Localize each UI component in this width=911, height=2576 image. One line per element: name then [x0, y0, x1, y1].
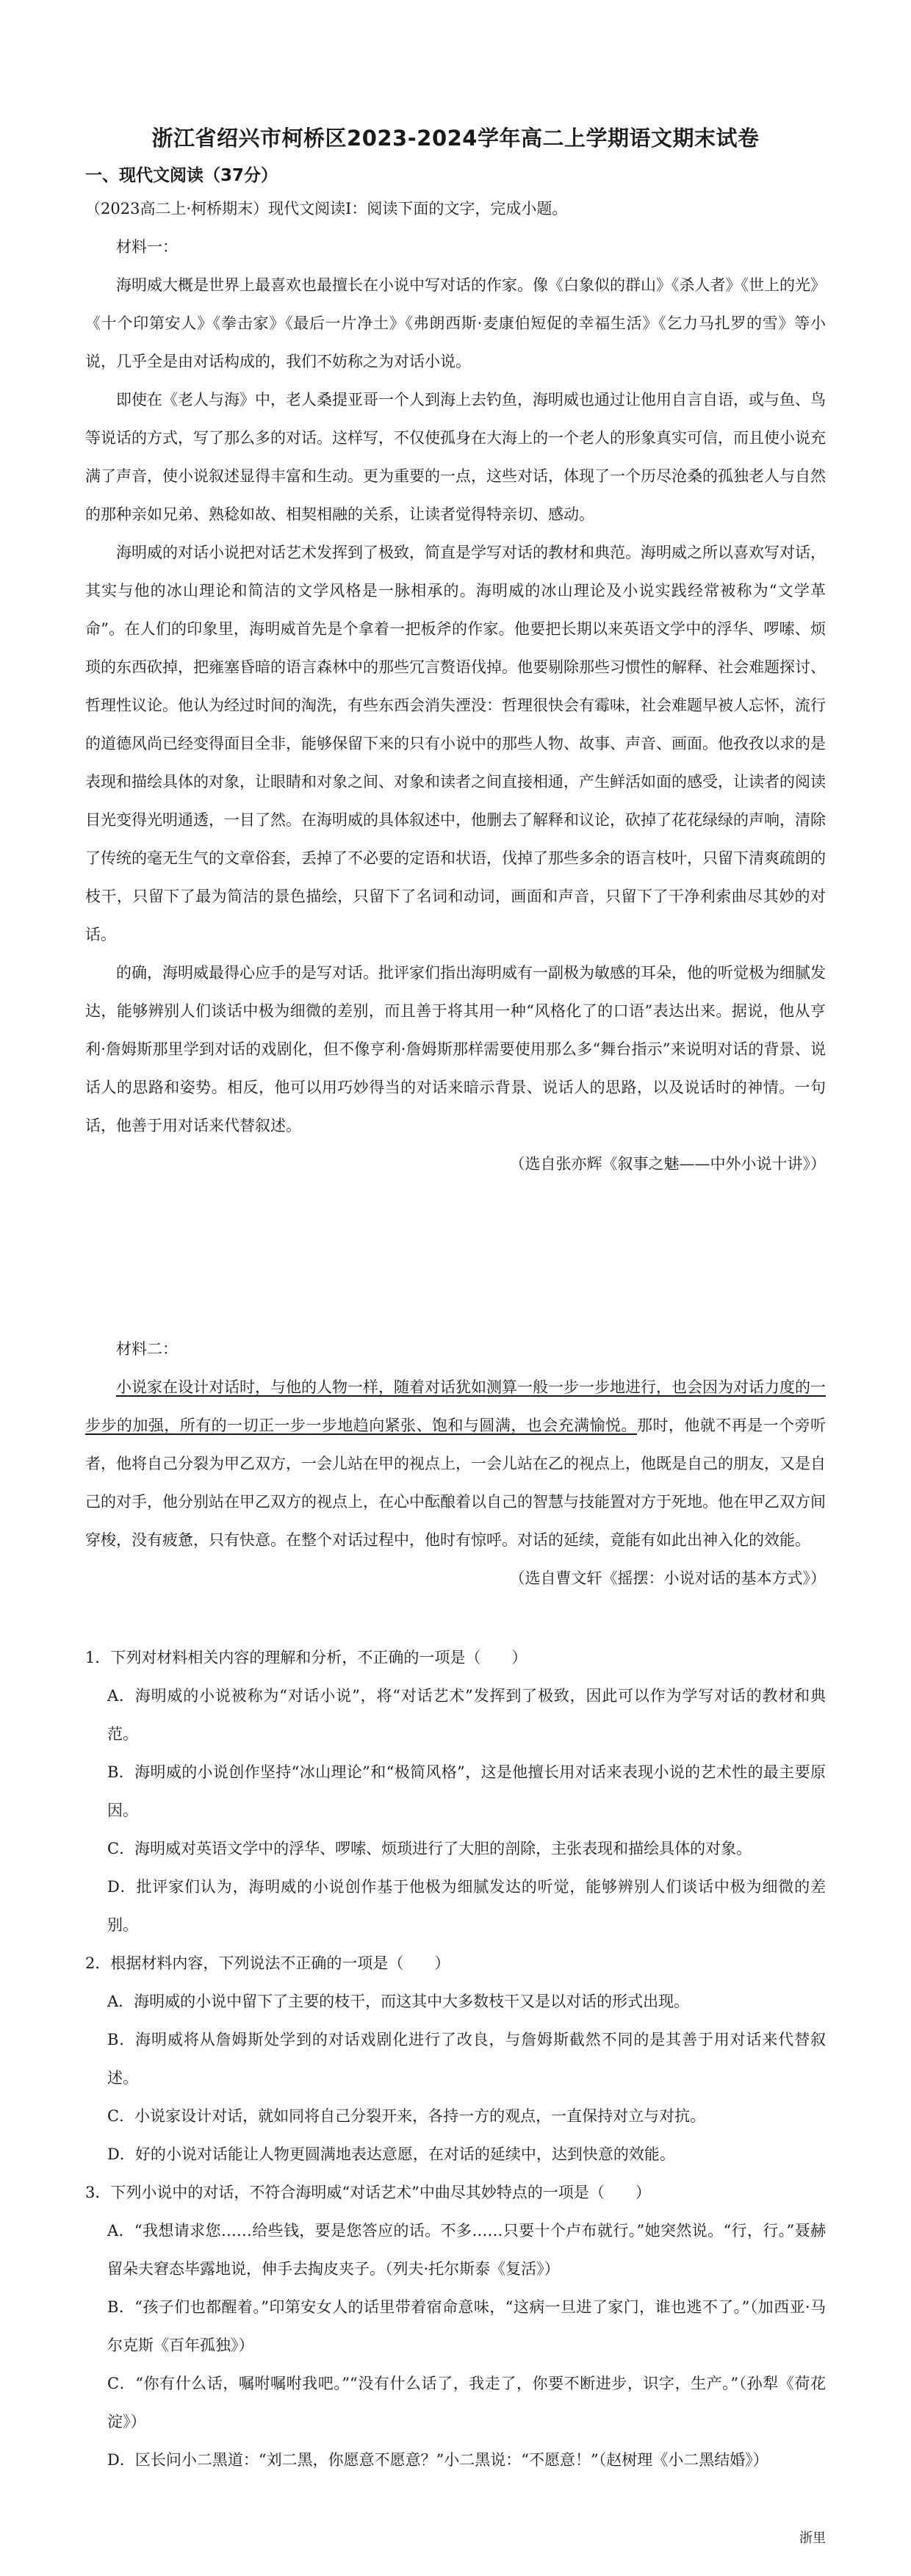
option-a: A．海明威的小说被称为“对话小说”，将“对话艺术”发挥到了极致，因此可以作为学写对话的教材和典范。 — [107, 1687, 826, 1743]
section-heading: 一、现代文阅读（37分） — [85, 166, 278, 185]
page-footer: 浙里 — [799, 2530, 826, 2546]
paragraph — [85, 1368, 826, 1559]
paragraph: 海明威大概是世界上最喜欢也最擅长在小说中写对话的作家。像《白象似的群山》《杀人者》《世上的光》《十个印第安人》《拳击家》《最后一片净土》《弗朗西斯·麦康伯短促的幸福生活》《乞力马扎罗的雪》等小说，几乎全是由对话构成的，我们不妨称之为对话小说。 — [85, 276, 826, 370]
source-citation: （选自张亦辉《叙事之魅——中外小说十讲》） — [509, 1155, 826, 1173]
page-title: 浙江省绍兴市柯桥区2023-2024学年高二上学期语文期末试卷 — [151, 126, 760, 151]
option-b: B．海明威将从詹姆斯处学到的对话戏剧化进行了改良，与詹姆斯截然不同的是其善于用对话来代替叙述。 — [107, 2031, 826, 2087]
option-c: C．海明威对英语文学中的浮华、啰嗦、烦琐进行了大胆的剖除，主张表现和描绘具体的对象。 — [107, 1840, 752, 1857]
questions — [85, 1638, 826, 2479]
option-a: A．“我想请求您……给些钱，要是您答应的话。不多……只要十个卢布就行。”她突然说。“行，行。”聂赫留朵夫窘态毕露地说，伸手去掏皮夹子。（列夫·托尔斯泰《复活》） — [107, 2222, 826, 2278]
intro-text: （2023高二上·柯桥期末）现代文阅读Ⅰ：阅读下面的文字，完成小题。 — [85, 200, 568, 217]
paragraph: 的确，海明威最得心应手的是写对话。批评家们指出海明威有一副极为敏感的耳朵，他的听觉极为细腻发达，能够辨别人们谈话中极为细微的差别，而且善于将其用一种“风格化了的口语”表达出来。据说，他从亨利·詹姆斯那里学到对话的戏剧化，但不像亨利·詹姆斯那样需要使用那么多“舞台指示”来说明对话的背景、说话人的思路和姿势。相反，他可以用巧妙得当的对话来暗示背景、说话人的思路，以及说话时的神情。一句话，他善于用对话来代替叙述。 — [85, 964, 826, 1134]
option-d: D．批评家们认为，海明威的小说创作基于他极为细腻发达的听觉，能够辨别人们谈话中极为细微的差别。 — [107, 1878, 826, 1934]
paragraph: 即使在《老人与海》中，老人桑提亚哥一个人到海上去钓鱼，海明威也通过让他用自言自语，或与鱼、鸟等说话的方式，写了那么多的对话。这样写，不仅使孤身在大海上的一个老人的形象真实可信，而且使小说充满了声音，使小说叙述显得丰富和生动。更为重要的一点，这些对话，体现了一个历尽沧桑的孤独老人与自然的那种亲如兄弟、熟稔如故、相契相融的关系，让读者觉得特亲切、感动。 — [85, 391, 826, 523]
option-d: D．好的小说对话能让人物更圆满地表达意愿，在对话的延续中，达到快意的效能。 — [107, 2145, 675, 2163]
question-stem: 1．下列对材料相关内容的理解和分析，不正确的一项是（ ） — [85, 1649, 527, 1666]
material-one — [85, 190, 826, 1183]
question-stem: 3．下列小说中的对话，不符合海明威“对话艺术”中曲尽其妙特点的一项是（ ） — [85, 2184, 651, 2201]
option-b: B．海明威的小说创作坚持“冰山理论”和“极简风格”，这是他擅长用对话来表现小说的艺术性的最主要原因。 — [107, 1763, 826, 1819]
paragraph-rest: 那时，他就不再是一个旁听者，他将自己分裂为甲乙双方，一会儿站在甲的视点上，一会儿站在乙的视点上，他既是自己的朋友，又是自己的对手，他分别站在甲乙双方的视点上，在心中酝酿着以自己的智慧与技能置对方于死地。他在甲乙双方间穿梭，没有疲惫，只有快意。在整个对话过程中，他时有惊呼。对话的延续，竟能有如此出神入化的效能。 — [85, 1417, 827, 1549]
option-a: A．海明威的小说中留下了主要的枝干，而这其中大多数枝干又是以对话的形式出现。 — [107, 1993, 690, 2010]
option-c: C．“你有什么话，嘱咐嘱咐我吧。”“没有什么话了，我走了，你要不断进步，识字，生产。”（孙犁《荷花淀》） — [107, 2375, 826, 2431]
source-citation: （选自曹文轩《摇摆：小说对话的基本方式》） — [509, 1569, 826, 1587]
material-two — [85, 1330, 826, 1597]
option-b: B．“孩子们也都醒着。”印第安女人的话里带着宿命意味，“这病一旦进了家门，谁也逃不了。”（加西亚·马尔克斯《百年孤独》） — [107, 2298, 826, 2354]
material-one-label: 材料一： — [116, 238, 178, 256]
option-d: D．区长问小二黑道：“刘二黑，你愿意不愿意？”小二黑说：“不愿意！”（赵树理《小二黑结婚》） — [107, 2451, 768, 2469]
underlined-sentence: 小说家在设计对话时，与他的人物一样，随着对话犹如测算一般一步一步地进行，也会因为对话力度的一步步的加强，所有的一切正一步一步地趋向紧张、饱和与圆满，也会充满愉悦。 — [85, 1378, 826, 1434]
question-stem: 2．根据材料内容，下列说法不正确的一项是（ ） — [85, 1954, 450, 1972]
option-c: C．小说家设计对话，就如同将自己分裂开来，各持一方的观点，一直保持对立与对抗。 — [107, 2107, 706, 2125]
material-two-label: 材料二： — [116, 1340, 178, 1358]
paragraph: 海明威的对话小说把对话艺术发挥到了极致，简直是学写对话的教材和典范。海明威之所以喜欢写对话，其实与他的冰山理论和简洁的文学风格是一脉相承的。海明威的冰山理论及小说实践经常被称为“文学革命”。在人们的印象里，海明威首先是个拿着一把板斧的作家。他要把长期以来英语文学中的浮华、啰嗦、烦琐的东西砍掉，把雍塞昏暗的语言森林中的那些冗言赘语伐掉。他要剔除那些习惯性的解释、社会难题探讨、哲理性议论。他认为经过时间的淘洗，有些东西会消失湮没：哲理很快会有霉味，社会难题早被人忘怀，流行的道德风尚已经变得面目全非，能够保留下来的只有小说中的那些人物、故事、声音、画面。他孜孜以求的是表现和描绘具体的对象，让眼睛和对象之间、对象和读者之间直接相通，产生鲜活如面的感受，让读者的阅读目光变得光明通透，一目了然。在海明威的具体叙述中，他删去了解释和议论，砍掉了花花绿绿的声响，清除了传统的毫无生气的文章俗套，丢掉了不必要的定语和状语，伐掉了那些多余的语言枝叶，只留下清爽疏朗的枝干，只留下了最为简洁的景色描绘，只留下了名词和动词，画面和声音，只留下了干净利索曲尽其妙的对话。 — [85, 544, 826, 943]
